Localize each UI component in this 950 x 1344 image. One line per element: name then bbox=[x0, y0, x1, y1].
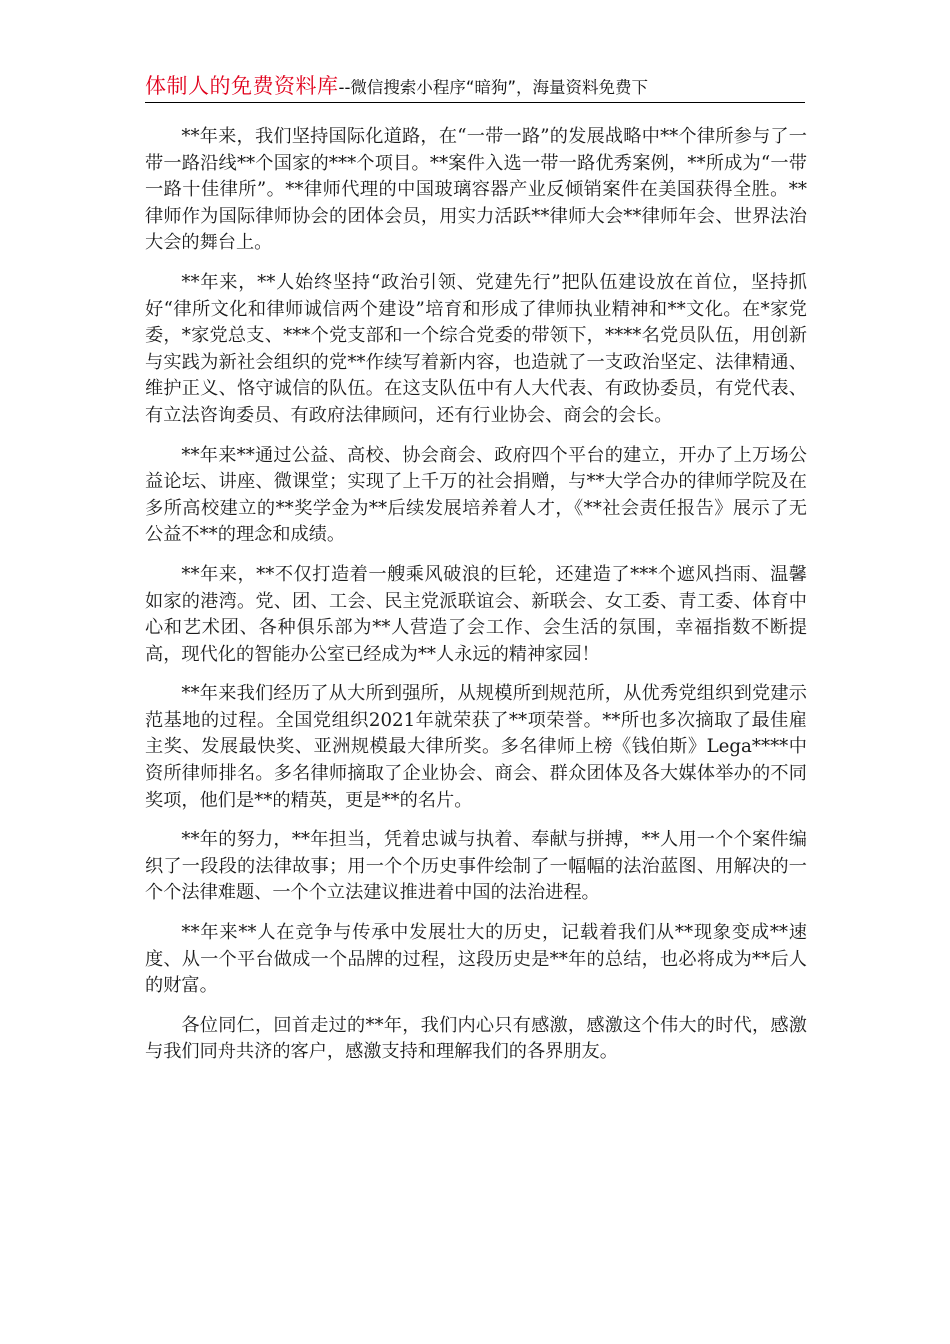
paragraph-8: 各位同仁，回首走过的**年，我们内心只有感激，感激这个伟大的时代，感激与我们同舟共济的客户，感激支持和理解我们的各界朋友。 bbox=[145, 1014, 807, 1063]
document-body bbox=[145, 124, 807, 1079]
header-brand: 体制人的免费资料库 bbox=[145, 74, 339, 98]
paragraph-3: **年来**通过公益、高校、协会商会、政府四个平台的建立，开办了上万场公益论坛、讲座、微课堂；实现了上千万的社会捐赠，与**大学合办的律师学院及在多所高校建立的**奖学金为**后续发展培养着人才，《**社会责任报告》展示了无公益不**的理念和成绩。 bbox=[145, 444, 807, 546]
paragraph-2: **年来，**人始终坚持“政治引领、党建先行”把队伍建设放在首位，坚持抓好“律所文化和律师诚信两个建设”培育和形成了律师执业精神和**文化。在*家党委，*家党总支、***个党支部和一个综合党委的带领下，****名党员队伍，用创新与实践为新社会组织的党**作续写着新内容，也造就了一支政治坚定、法律精通、维护正义、恪守诚信的队伍。在这支队伍中有人大代表、有政协委员，有党代表、有立法咨询委员、有政府法律顾问，还有行业协会、商会的会长。 bbox=[145, 271, 807, 426]
paragraph-7: **年来**人在竞争与传承中发展壮大的历史，记载着我们从**现象变成**速度、从一个平台做成一个品牌的过程，这段历史是**年的总结，也必将成为**后人的财富。 bbox=[145, 922, 807, 997]
paragraph-5: **年来我们经历了从大所到强所，从规模所到规范所，从优秀党组织到党建示范基地的过程。全国党组织2021年就荣获了**项荣誉。**所也多次摘取了最佳雇主奖、发展最快奖、亚洲规模最大律所奖。多名律师上榜《钱伯斯》Lega****中资所律师排名。多名律师摘取了企业协会、商会、群众团体及各大媒体举办的不同奖项，他们是**的精英，更是**的名片。 bbox=[145, 683, 807, 811]
page-header bbox=[145, 70, 805, 103]
paragraph-6: **年的努力，**年担当，凭着忠诚与执着、奉献与拼搏，**人用一个个案件编织了一段段的法律故事；用一个个历史事件绘制了一幅幅的法治蓝图、用解决的一个个法律难题、一个个立法建议推进着中国的法治进程。 bbox=[145, 829, 807, 904]
paragraph-1: **年来，我们坚持国际化道路，在“一带一路”的发展战略中**个律所参与了一带一路沿线**个国家的***个项目。**案件入选一带一路优秀案例，**所成为“一带一路十佳律所”。**律师代理的中国玻璃容器产业反倾销案件在美国获得全胜。**律师作为国际律师协会的团体会员，用实力活跃**律师大会**律师年会、世界法治大会的舞台上。 bbox=[145, 126, 807, 254]
paragraph-4: **年来，**不仅打造着一艘乘风破浪的巨轮，还建造了***个遮风挡雨、温馨如家的港湾。党、团、工会、民主党派联谊会、新联会、女工委、青工委、体育中心和艺术团、各种俱乐部为**人营造了会工作、会生活的氛围，幸福指数不断提高，现代化的智能办公室已经成为**人永远的精神家园！ bbox=[145, 563, 807, 665]
header-tagline: --微信搜索小程序“暗狗”，海量资料免费下 bbox=[338, 78, 649, 97]
